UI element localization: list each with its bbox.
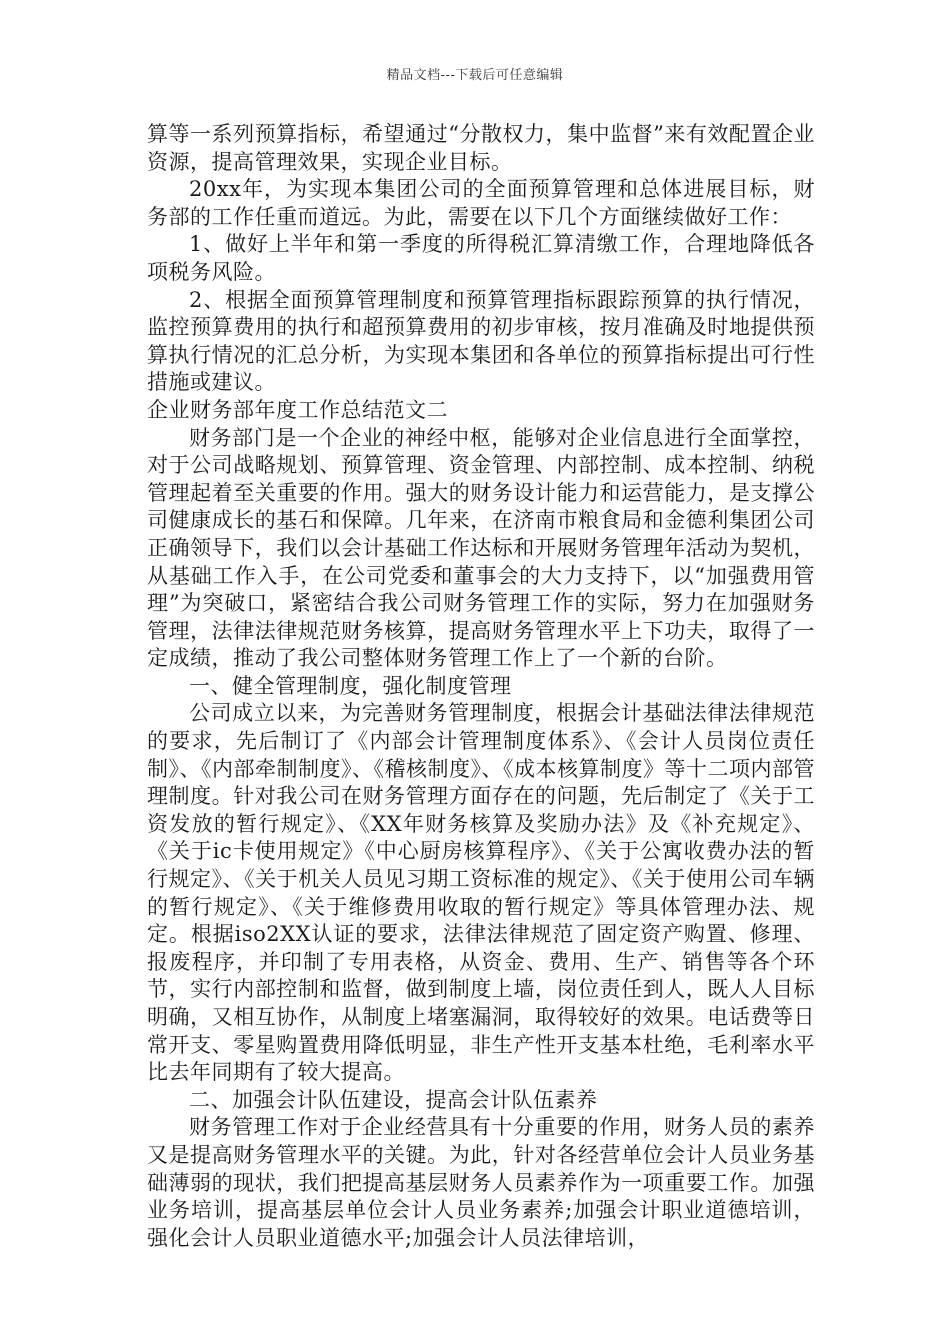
paragraph-7: 财务管理工作对于企业经营具有十分重要的作用，财务人员的素养又是提高财务管理水平的关键。为此，针对各经营单位会计人员业务基础薄弱的现状，我们把提高基层财务人员素养作为一项重要工作。加强业务培训，提高基层单位会计人员业务素养;加强会计职业道德培训，强化会计人员职业道德水平;加强会计人员法律培训， [147, 1115, 815, 1250]
page-header: 精品文档---下载后可任意编辑 [386, 68, 564, 83]
heading-2: 二、加强会计队伍建设，提高会计队伍素养 [189, 1087, 598, 1112]
section-title: 企业财务部年度工作总结范文二 [147, 397, 448, 422]
heading-1: 一、健全管理制度，强化制度管理 [189, 673, 512, 698]
paragraph-5: 财务部门是一个企业的神经中枢，能够对企业信息进行全面掌控，对于公司战略规划、预算管理、资金管理、内部控制、成本控制、纳税管理起着至关重要的作用。强大的财务设计能力和运营能力，是支撑公司健康成长的基石和保障。几年来，在济南市粮食局和金德利集团公司正确领导下，我们以会计基础工作达标和开展财务管理年活动为契机，从基础工作入手，在公司党委和董事会的大力支持下，以“加强费用管理”为突破口，紧密结合我公司财务管理工作的实际，努力在加强财务管理，法律法律规范财务核算，提高财务管理水平上下功夫，取得了一定成绩，推动了我公司整体财务管理工作上了一个新的台阶。 [147, 425, 815, 671]
document-body [147, 121, 815, 1252]
paragraph-1: 算等一系列预算指标，希望通过“分散权力，集中监督”来有效配置企业资源，提高管理效果，实现企业目标。 [147, 122, 815, 174]
paragraph-3: 1、做好上半年和第一季度的所得税汇算清缴工作，合理地降低各项税务风险。 [147, 232, 815, 284]
paragraph-2: 20xx年，为实现本集团公司的全面预算管理和总体进展目标，财务部的工作任重而道远。为此，需要在以下几个方面继续做好工作： [147, 177, 815, 229]
paragraph-6: 公司成立以来，为完善财务管理制度，根据会计基础法律法律规范的要求，先后制订了《内部会计管理制度体系》、《会计人员岗位责任制》、《内部牵制制度》、《稽核制度》、《成本核算制度》等十二项内部管理制度。针对我公司在财务管理方面存在的问题，先后制定了《关于工资发放的暂行规定》、《XX年财务核算及奖励办法》及《补充规定》、《关于ic卡使用规定》《中心厨房核算程序》、《关于公寓收费办法的暂行规定》、《关于机关人员见习期工资标准的规定》、《关于使用公司车辆的暂行规定》、《关于维修费用收取的暂行规定》等具体管理办法、规定。根据iso2XX认证的要求，法律法律规范了固定资产购置、修理、报废程序，并印制了专用表格，从资金、费用、生产、销售等各个环节，实行内部控制和监督，做到制度上墙，岗位责任到人，既人人目标明确，又相互协作，从制度上堵塞漏洞，取得较好的效果。电话费等日常开支、零星购置费用降低明显，非生产性开支基本杜绝，毛利率水平比去年同期有了较大提高。 [147, 701, 815, 1085]
paragraph-4: 2、根据全面预算管理制度和预算管理指标跟踪预算的执行情况，监控预算费用的执行和超预算费用的初步审核，按月准确及时地提供预算执行情况的汇总分析，为实现本集团和各单位的预算指标提出可行性措施或建议。 [147, 287, 815, 395]
